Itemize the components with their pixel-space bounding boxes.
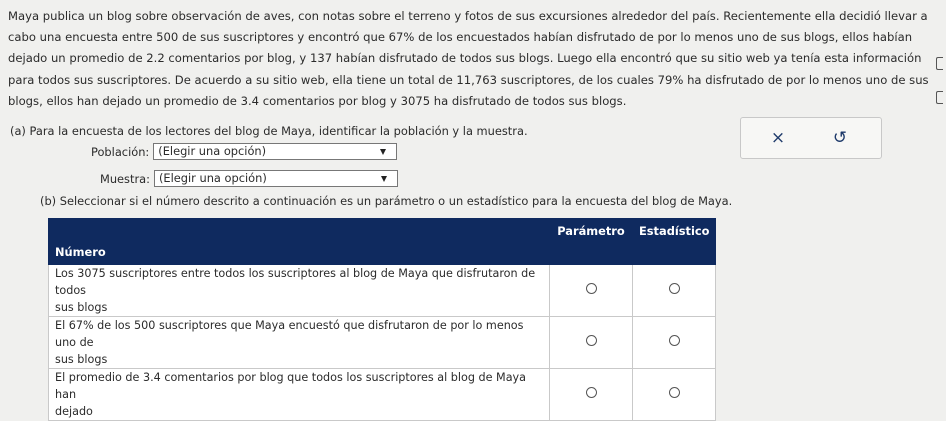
right-edge-bracket-icon (936, 91, 943, 104)
parametro-radio[interactable] (586, 283, 597, 294)
poblacion-label: Población: (91, 144, 150, 159)
row-description (49, 369, 550, 421)
undo-button[interactable] (827, 126, 853, 150)
row-text-line: sus blogs (55, 301, 108, 314)
parametro-cell (550, 369, 633, 421)
intro-line: Maya publica un blog sobre observación de aves, con notas sobre el terreno y fotos de sus excursiones alrededor del país. Recientemente ella decidió llevar a (8, 9, 928, 23)
row-text-line: dejado (55, 405, 93, 418)
table-header-row (49, 219, 716, 265)
row-text-line: El promedio de 3.4 comentarios por blog que todos los suscriptores al blog de Maya han (55, 371, 527, 401)
row-text-line: sus blogs (55, 353, 108, 366)
table-row (49, 369, 716, 421)
poblacion-row (91, 143, 397, 160)
row-text-line: El 67% de los 500 suscriptores que Maya encuestó que disfrutaron de por lo menos uno de (55, 319, 524, 349)
poblacion-dropdown[interactable] (153, 143, 397, 160)
close-icon: × (770, 128, 786, 148)
parametro-cell (550, 265, 633, 317)
row-text-line: Los 3075 suscriptores entre todos los suscriptores al blog de Maya que disfrutaron de todos (55, 267, 536, 297)
dropdown-arrow-icon (381, 176, 387, 182)
question-b: (b) Seleccionar si el número descrito a continuación es un parámetro o un estadístico para la encuesta del blog de Maya. (40, 194, 733, 208)
intro-line: blogs, ellos han dejado un promedio de 3.4 comentarios por blog y 3075 ha disfrutado de todos sus blogs. (8, 93, 627, 108)
answer-actions-panel (740, 117, 882, 159)
intro-line: dejado un promedio de 2.2 comentarios por blog, y 137 habían disfrutado de todos sus blogs. Luego ella encontró que su sitio web ya tenía esta información (8, 51, 922, 66)
table-row (49, 317, 716, 369)
estadistico-cell (633, 317, 716, 369)
question-a: (a) Para la encuesta de los lectores del blog de Maya, identificar la población y la muestra. (10, 124, 528, 138)
header-parametro: Parámetro (550, 219, 633, 265)
row-description (49, 317, 550, 369)
right-edge-bracket-icon (936, 57, 943, 70)
parametro-radio[interactable] (586, 335, 597, 346)
muestra-selected-value: (Elegir una opción) (158, 171, 267, 185)
estadistico-cell (633, 369, 716, 421)
header-estadistico: Estadístico (633, 219, 716, 265)
muestra-dropdown[interactable] (154, 170, 398, 187)
intro-line: para todos sus suscriptores. De acuerdo a su sitio web, ella tiene un total de 11,763 suscriptores, de los cuales 79% ha disfrutado de por lo menos uno de sus (8, 72, 929, 87)
undo-icon: ↺ (832, 128, 848, 148)
table-row (49, 265, 716, 317)
muestra-row (100, 170, 398, 187)
dropdown-arrow-icon (380, 149, 386, 155)
parameter-statistic-table (48, 218, 716, 421)
muestra-label: Muestra: (100, 171, 150, 186)
clear-answer-button[interactable] (765, 126, 791, 150)
row-description (49, 265, 550, 317)
parametro-radio[interactable] (586, 387, 597, 398)
poblacion-selected-value: (Elegir una opción) (158, 144, 267, 158)
header-numero: Número (49, 219, 550, 265)
problem-statement (8, 6, 929, 112)
parametro-cell (550, 317, 633, 369)
estadistico-cell (633, 265, 716, 317)
estadistico-radio[interactable] (669, 283, 680, 294)
intro-line: cabo una encuesta entre 500 de sus suscriptores y encontró que 67% de los encuestados habían disfrutado de por lo menos uno de sus blogs, ellos habían (8, 30, 913, 45)
estadistico-radio[interactable] (669, 335, 680, 346)
estadistico-radio[interactable] (669, 387, 680, 398)
